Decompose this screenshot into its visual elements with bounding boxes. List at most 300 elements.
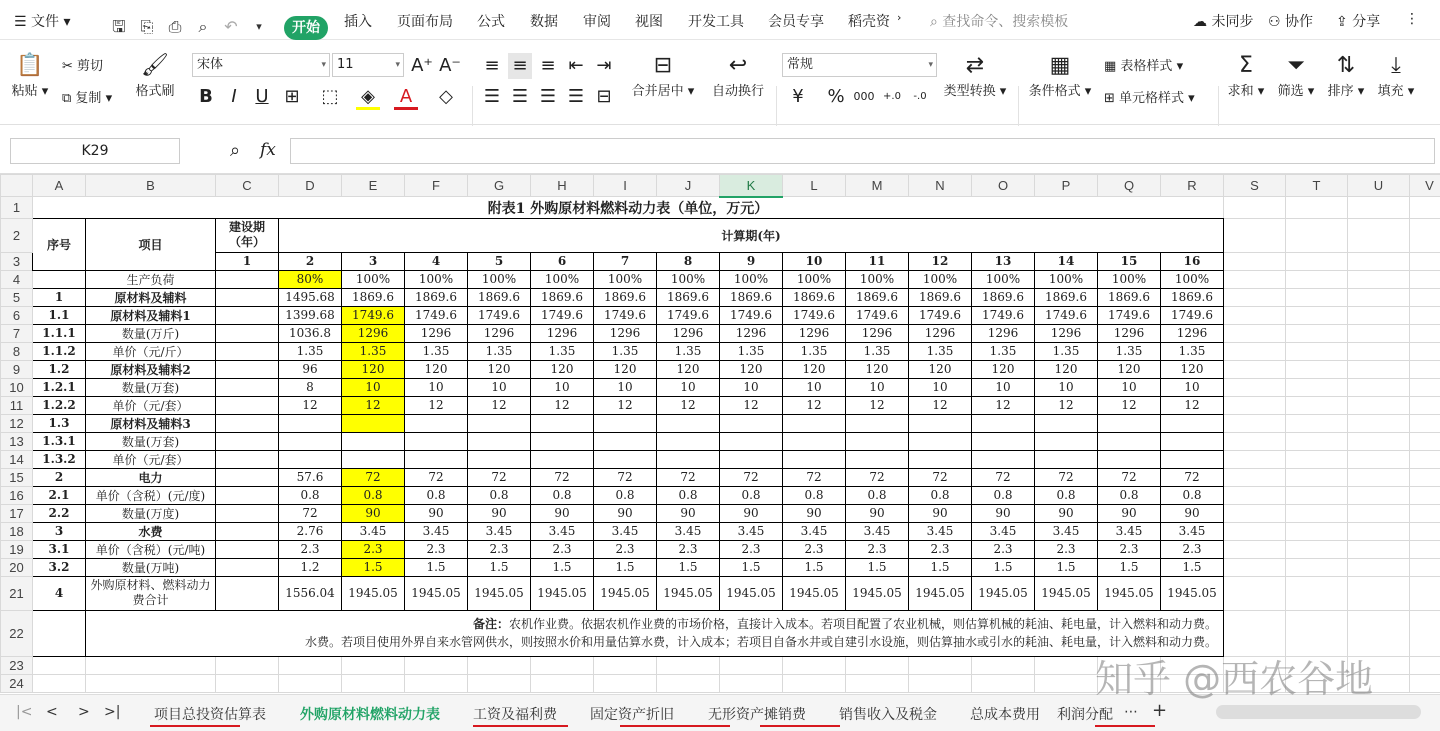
decrease-decimal-icon[interactable]: -.0 — [913, 91, 927, 102]
year-cell[interactable]: 4 — [405, 252, 468, 270]
value-cell[interactable]: 90 — [657, 504, 720, 522]
align-top-icon[interactable]: ≡ — [484, 55, 500, 76]
thousands-icon[interactable]: 000 — [853, 90, 875, 103]
value-cell[interactable]: 100% — [531, 270, 594, 288]
value-cell[interactable]: 12 — [720, 396, 783, 414]
cell[interactable] — [1035, 656, 1098, 674]
value-cell[interactable]: 90 — [1035, 504, 1098, 522]
sheet-tab[interactable]: 工资及福利费 — [473, 707, 557, 723]
value-cell[interactable]: 10 — [405, 378, 468, 396]
value-cell[interactable]: 1.5 — [468, 558, 531, 576]
cell[interactable] — [720, 674, 783, 692]
seq-cell[interactable] — [33, 270, 86, 288]
row-header[interactable]: 11 — [1, 396, 33, 414]
cell[interactable] — [86, 674, 216, 692]
value-cell[interactable] — [468, 414, 531, 432]
value-cell[interactable]: 72 — [720, 468, 783, 486]
header-calc-period[interactable]: 计算期(年) — [279, 218, 1224, 252]
value-cell[interactable]: 1945.05 — [972, 576, 1035, 610]
print-preview-icon[interactable]: ⌕ — [198, 17, 208, 36]
tab-data[interactable]: 数据 — [530, 14, 558, 30]
value-cell[interactable]: 90 — [531, 504, 594, 522]
cell[interactable] — [1286, 324, 1348, 342]
build-cell[interactable] — [216, 522, 279, 540]
cell-style-button[interactable]: ⊞ 单元格样式 ▾ — [1104, 91, 1195, 106]
cell[interactable] — [1410, 378, 1440, 396]
fill-style-icon[interactable]: ⬚ — [321, 86, 339, 107]
value-cell[interactable] — [657, 432, 720, 450]
value-cell[interactable]: 120 — [909, 360, 972, 378]
save-icon[interactable]: 🖫 — [112, 17, 126, 36]
cell[interactable] — [1348, 522, 1410, 540]
cell[interactable] — [405, 674, 468, 692]
cell[interactable] — [1286, 342, 1348, 360]
font-size-select[interactable]: 11 ▾ — [332, 53, 404, 77]
column-header[interactable]: A — [33, 175, 86, 197]
column-header[interactable]: S — [1224, 175, 1286, 197]
cell[interactable] — [909, 656, 972, 674]
row-header[interactable]: 23 — [1, 656, 33, 674]
cell[interactable] — [342, 674, 405, 692]
cell[interactable] — [1410, 522, 1440, 540]
value-cell[interactable]: 0.8 — [405, 486, 468, 504]
cell[interactable] — [1224, 504, 1286, 522]
value-cell[interactable]: 10 — [846, 378, 909, 396]
value-cell[interactable] — [1098, 414, 1161, 432]
cell[interactable] — [1224, 270, 1286, 288]
value-cell[interactable]: 72 — [1035, 468, 1098, 486]
value-cell[interactable]: 1749.6 — [846, 306, 909, 324]
row-header[interactable]: 17 — [1, 504, 33, 522]
value-cell[interactable]: 100% — [468, 270, 531, 288]
cell[interactable] — [1348, 324, 1410, 342]
file-menu[interactable]: ☰ 文件 ▾ — [14, 14, 71, 30]
build-cell[interactable] — [216, 432, 279, 450]
build-cell[interactable] — [216, 324, 279, 342]
value-cell[interactable]: 1296 — [1161, 324, 1224, 342]
cell[interactable] — [1348, 252, 1410, 270]
cell[interactable] — [783, 674, 846, 692]
row-header[interactable]: 12 — [1, 414, 33, 432]
seq-cell[interactable]: 1 — [33, 288, 86, 306]
sort-button[interactable]: ⇅ 排序 ▾ — [1327, 53, 1365, 99]
item-cell[interactable]: 原材料及辅料 — [86, 288, 216, 306]
row-header[interactable]: 4 — [1, 270, 33, 288]
value-cell[interactable]: 1.35 — [783, 342, 846, 360]
tab-page-layout[interactable]: 页面布局 — [397, 14, 453, 30]
cell[interactable] — [216, 674, 279, 692]
value-cell[interactable]: 120 — [531, 360, 594, 378]
sum-button[interactable]: Σ 求和 ▾ — [1227, 53, 1265, 99]
value-cell[interactable]: 1296 — [1035, 324, 1098, 342]
item-cell[interactable]: 数量(万套) — [86, 432, 216, 450]
sheet-tab[interactable]: 销售收入及税金 — [839, 707, 937, 723]
tab-start[interactable]: 开始 — [284, 16, 328, 40]
cell[interactable] — [1348, 396, 1410, 414]
value-cell[interactable]: 10 — [657, 378, 720, 396]
value-cell[interactable]: 100% — [909, 270, 972, 288]
row-header[interactable]: 7 — [1, 324, 33, 342]
column-header[interactable]: B — [86, 175, 216, 197]
column-header[interactable]: G — [468, 175, 531, 197]
build-cell[interactable] — [216, 288, 279, 306]
cell[interactable] — [405, 656, 468, 674]
cell[interactable] — [1410, 558, 1440, 576]
column-header[interactable]: R — [1161, 175, 1224, 197]
seq-cell[interactable]: 1.3.2 — [33, 450, 86, 468]
value-cell[interactable]: 0.8 — [1035, 486, 1098, 504]
row-header[interactable]: 5 — [1, 288, 33, 306]
cell[interactable] — [1348, 432, 1410, 450]
value-cell[interactable]: 72 — [468, 468, 531, 486]
cell[interactable] — [1286, 540, 1348, 558]
row-header[interactable]: 20 — [1, 558, 33, 576]
cell[interactable] — [1348, 414, 1410, 432]
cell[interactable] — [1286, 504, 1348, 522]
row-header[interactable]: 15 — [1, 468, 33, 486]
sheet-tab[interactable]: 无形资产摊销费 — [708, 707, 806, 723]
value-cell[interactable]: 2.3 — [720, 540, 783, 558]
value-cell[interactable]: 80% — [279, 270, 342, 288]
cell[interactable] — [1348, 540, 1410, 558]
paste-button[interactable]: 📋 粘贴 ▾ — [11, 53, 49, 99]
cell[interactable] — [531, 674, 594, 692]
value-cell[interactable]: 0.8 — [720, 486, 783, 504]
year-cell[interactable]: 11 — [846, 252, 909, 270]
value-cell[interactable]: 2.3 — [846, 540, 909, 558]
value-cell[interactable] — [342, 414, 405, 432]
value-cell[interactable]: 10 — [1035, 378, 1098, 396]
cell[interactable] — [1224, 486, 1286, 504]
conditional-format-button[interactable]: ▦ 条件格式 ▾ — [1028, 53, 1092, 99]
year-cell[interactable]: 14 — [1035, 252, 1098, 270]
item-cell[interactable]: 原材料及辅料1 — [86, 306, 216, 324]
value-cell[interactable]: 2.3 — [972, 540, 1035, 558]
value-cell[interactable]: 1869.6 — [531, 288, 594, 306]
cell[interactable] — [279, 674, 342, 692]
cell[interactable] — [972, 674, 1035, 692]
value-cell[interactable]: 0.8 — [279, 486, 342, 504]
cell[interactable] — [1410, 486, 1440, 504]
year-cell[interactable]: 16 — [1161, 252, 1224, 270]
item-cell[interactable]: 单价（元/套） — [86, 396, 216, 414]
cell[interactable] — [1410, 540, 1440, 558]
cell[interactable] — [1224, 288, 1286, 306]
value-cell[interactable]: 3.45 — [657, 522, 720, 540]
cell[interactable] — [1224, 432, 1286, 450]
row-header[interactable]: 9 — [1, 360, 33, 378]
value-cell[interactable] — [909, 432, 972, 450]
value-cell[interactable]: 1.35 — [1161, 342, 1224, 360]
seq-cell[interactable]: 1.3 — [33, 414, 86, 432]
last-sheet-icon[interactable]: >| — [104, 704, 121, 720]
value-cell[interactable]: 100% — [1098, 270, 1161, 288]
build-cell[interactable] — [216, 342, 279, 360]
value-cell[interactable]: 72 — [531, 468, 594, 486]
currency-icon[interactable]: ¥ — [792, 86, 804, 107]
value-cell[interactable]: 90 — [909, 504, 972, 522]
column-header[interactable]: P — [1035, 175, 1098, 197]
wrap-text-button[interactable]: ↩ 自动换行 — [708, 52, 768, 99]
cell[interactable] — [468, 656, 531, 674]
build-cell[interactable] — [216, 558, 279, 576]
value-cell[interactable]: 1.5 — [846, 558, 909, 576]
value-cell[interactable]: 1.35 — [720, 342, 783, 360]
cell[interactable] — [1348, 468, 1410, 486]
value-cell[interactable]: 1.5 — [531, 558, 594, 576]
value-cell[interactable]: 2.3 — [1035, 540, 1098, 558]
cell[interactable] — [1410, 270, 1440, 288]
value-cell[interactable]: 0.8 — [1098, 486, 1161, 504]
row-header[interactable]: 18 — [1, 522, 33, 540]
value-cell[interactable]: 1749.6 — [405, 306, 468, 324]
horizontal-scrollbar[interactable] — [1216, 705, 1421, 719]
increase-decimal-icon[interactable]: +.0 — [883, 91, 901, 102]
seq-cell[interactable]: 3 — [33, 522, 86, 540]
value-cell[interactable]: 2.3 — [594, 540, 657, 558]
value-cell[interactable]: 120 — [783, 360, 846, 378]
item-cell[interactable]: 数量(万度) — [86, 504, 216, 522]
cell[interactable] — [657, 674, 720, 692]
value-cell[interactable] — [531, 414, 594, 432]
font-name-select[interactable]: 宋体 ▾ — [192, 53, 330, 77]
value-cell[interactable]: 1945.05 — [846, 576, 909, 610]
tab-docer[interactable]: 稻壳资 — [848, 14, 890, 30]
sync-status[interactable]: ☁ 未同步 — [1193, 14, 1254, 30]
row-header[interactable]: 24 — [1, 674, 33, 692]
value-cell[interactable]: 12 — [783, 396, 846, 414]
value-cell[interactable]: 1.35 — [972, 342, 1035, 360]
value-cell[interactable] — [342, 450, 405, 468]
header-item[interactable]: 项目 — [86, 218, 216, 270]
value-cell[interactable]: 72 — [846, 468, 909, 486]
value-cell[interactable]: 120 — [972, 360, 1035, 378]
build-cell[interactable] — [216, 504, 279, 522]
value-cell[interactable]: 1296 — [468, 324, 531, 342]
year-cell[interactable]: 9 — [720, 252, 783, 270]
value-cell[interactable]: 1296 — [909, 324, 972, 342]
select-all-corner[interactable] — [1, 175, 33, 197]
value-cell[interactable]: 10 — [1098, 378, 1161, 396]
value-cell[interactable] — [594, 414, 657, 432]
value-cell[interactable]: 1945.05 — [531, 576, 594, 610]
cell[interactable] — [1286, 306, 1348, 324]
column-header[interactable]: D — [279, 175, 342, 197]
value-cell[interactable]: 1.35 — [342, 342, 405, 360]
year-cell[interactable]: 7 — [594, 252, 657, 270]
tab-formula[interactable]: 公式 — [477, 14, 505, 30]
value-cell[interactable]: 2.3 — [279, 540, 342, 558]
value-cell[interactable]: 1.5 — [594, 558, 657, 576]
value-cell[interactable] — [405, 432, 468, 450]
value-cell[interactable]: 1.35 — [468, 342, 531, 360]
value-cell[interactable]: 120 — [1098, 360, 1161, 378]
value-cell[interactable] — [783, 450, 846, 468]
value-cell[interactable]: 1.35 — [909, 342, 972, 360]
value-cell[interactable]: 2.3 — [342, 540, 405, 558]
seq-cell[interactable]: 1.1 — [33, 306, 86, 324]
value-cell[interactable] — [279, 432, 342, 450]
value-cell[interactable]: 1945.05 — [1161, 576, 1224, 610]
add-sheet-icon[interactable]: + — [1152, 700, 1168, 721]
cell[interactable] — [1348, 576, 1410, 610]
value-cell[interactable]: 120 — [342, 360, 405, 378]
cell[interactable] — [1348, 306, 1410, 324]
cell[interactable] — [1410, 324, 1440, 342]
value-cell[interactable]: 90 — [783, 504, 846, 522]
value-cell[interactable]: 1945.05 — [783, 576, 846, 610]
cell[interactable] — [1286, 270, 1348, 288]
value-cell[interactable]: 1749.6 — [594, 306, 657, 324]
justify-icon[interactable]: ☰ — [567, 86, 585, 107]
cell[interactable] — [1410, 656, 1440, 674]
value-cell[interactable]: 10 — [1161, 378, 1224, 396]
header-build-period[interactable]: 建设期（年） — [216, 218, 279, 252]
fill-color-icon[interactable]: ◈ — [356, 84, 380, 110]
value-cell[interactable]: 1749.6 — [657, 306, 720, 324]
row-header[interactable]: 3 — [1, 252, 33, 270]
cell[interactable] — [1286, 450, 1348, 468]
build-cell[interactable] — [216, 378, 279, 396]
value-cell[interactable]: 0.8 — [342, 486, 405, 504]
value-cell[interactable]: 1.35 — [405, 342, 468, 360]
cell[interactable] — [1224, 468, 1286, 486]
value-cell[interactable]: 3.45 — [468, 522, 531, 540]
value-cell[interactable] — [1035, 432, 1098, 450]
value-cell[interactable]: 90 — [1098, 504, 1161, 522]
seq-cell[interactable]: 2 — [33, 468, 86, 486]
value-cell[interactable]: 1945.05 — [720, 576, 783, 610]
cell[interactable] — [972, 656, 1035, 674]
value-cell[interactable]: 1.35 — [531, 342, 594, 360]
value-cell[interactable]: 3.45 — [972, 522, 1035, 540]
value-cell[interactable]: 1.35 — [1098, 342, 1161, 360]
cell[interactable] — [1035, 674, 1098, 692]
value-cell[interactable]: 0.8 — [846, 486, 909, 504]
more-sheets-icon[interactable]: ⋯ — [1124, 704, 1138, 720]
build-cell[interactable] — [216, 396, 279, 414]
distribute-icon[interactable]: ⊟ — [596, 86, 612, 107]
value-cell[interactable]: 1.5 — [657, 558, 720, 576]
value-cell[interactable]: 12 — [846, 396, 909, 414]
value-cell[interactable]: 120 — [405, 360, 468, 378]
first-sheet-icon[interactable]: |< — [16, 704, 33, 720]
year-cell[interactable]: 10 — [783, 252, 846, 270]
value-cell[interactable]: 12 — [342, 396, 405, 414]
cell[interactable] — [1224, 197, 1286, 219]
value-cell[interactable]: 120 — [657, 360, 720, 378]
tab-developer[interactable]: 开发工具 — [688, 14, 744, 30]
value-cell[interactable]: 1296 — [846, 324, 909, 342]
value-cell[interactable]: 1296 — [342, 324, 405, 342]
column-header[interactable]: J — [657, 175, 720, 197]
value-cell[interactable]: 1296 — [405, 324, 468, 342]
value-cell[interactable]: 3.45 — [909, 522, 972, 540]
value-cell[interactable]: 1869.6 — [342, 288, 405, 306]
row-header[interactable]: 19 — [1, 540, 33, 558]
value-cell[interactable]: 1945.05 — [594, 576, 657, 610]
value-cell[interactable] — [468, 432, 531, 450]
value-cell[interactable]: 100% — [846, 270, 909, 288]
note-cell[interactable] — [86, 610, 1224, 656]
cell[interactable] — [1348, 218, 1410, 252]
sheet-tab[interactable]: 固定资产折旧 — [590, 707, 674, 723]
column-header[interactable]: L — [783, 175, 846, 197]
cell[interactable] — [1224, 252, 1286, 270]
cell[interactable] — [1286, 378, 1348, 396]
value-cell[interactable]: 1296 — [720, 324, 783, 342]
cell[interactable] — [1286, 432, 1348, 450]
item-cell[interactable]: 水费 — [86, 522, 216, 540]
value-cell[interactable]: 1.5 — [909, 558, 972, 576]
value-cell[interactable]: 120 — [594, 360, 657, 378]
year-cell[interactable]: 8 — [657, 252, 720, 270]
value-cell[interactable]: 1869.6 — [657, 288, 720, 306]
column-header[interactable]: C — [216, 175, 279, 197]
build-cell[interactable] — [216, 306, 279, 324]
year-cell[interactable]: 15 — [1098, 252, 1161, 270]
cell[interactable] — [1286, 414, 1348, 432]
value-cell[interactable]: 72 — [279, 504, 342, 522]
cell[interactable] — [1224, 360, 1286, 378]
value-cell[interactable]: 100% — [342, 270, 405, 288]
value-cell[interactable] — [531, 432, 594, 450]
cell[interactable] — [1286, 218, 1348, 252]
value-cell[interactable]: 3.45 — [846, 522, 909, 540]
cell[interactable] — [1348, 360, 1410, 378]
seq-cell[interactable]: 3.2 — [33, 558, 86, 576]
value-cell[interactable]: 1.35 — [594, 342, 657, 360]
value-cell[interactable]: 90 — [720, 504, 783, 522]
value-cell[interactable]: 120 — [1035, 360, 1098, 378]
align-middle-icon[interactable]: ≡ — [508, 53, 532, 79]
cell[interactable] — [1286, 468, 1348, 486]
value-cell[interactable]: 90 — [405, 504, 468, 522]
value-cell[interactable]: 1869.6 — [468, 288, 531, 306]
item-cell[interactable]: 原材料及辅料2 — [86, 360, 216, 378]
value-cell[interactable] — [909, 450, 972, 468]
value-cell[interactable]: 1296 — [531, 324, 594, 342]
cell[interactable] — [1286, 252, 1348, 270]
value-cell[interactable] — [1161, 450, 1224, 468]
value-cell[interactable]: 1945.05 — [909, 576, 972, 610]
value-cell[interactable]: 72 — [342, 468, 405, 486]
build-cell[interactable] — [216, 270, 279, 288]
value-cell[interactable]: 0.8 — [531, 486, 594, 504]
value-cell[interactable]: 2.76 — [279, 522, 342, 540]
build-cell[interactable] — [216, 486, 279, 504]
next-sheet-icon[interactable]: > — [78, 704, 90, 720]
underline-icon[interactable]: U — [255, 86, 269, 107]
seq-cell[interactable]: 1.2 — [33, 360, 86, 378]
value-cell[interactable]: 2.3 — [909, 540, 972, 558]
value-cell[interactable] — [657, 414, 720, 432]
seq-cell[interactable]: 1.2.1 — [33, 378, 86, 396]
value-cell[interactable]: 96 — [279, 360, 342, 378]
year-cell[interactable]: 2 — [279, 252, 342, 270]
value-cell[interactable]: 72 — [909, 468, 972, 486]
row-header[interactable]: 2 — [1, 218, 33, 252]
search-command[interactable]: ⌕ 查找命令、搜索模板 — [930, 14, 1069, 30]
item-cell[interactable]: 单价（含税）(元/吨) — [86, 540, 216, 558]
value-cell[interactable]: 1296 — [972, 324, 1035, 342]
value-cell[interactable]: 100% — [1035, 270, 1098, 288]
cell[interactable] — [1286, 360, 1348, 378]
value-cell[interactable]: 72 — [594, 468, 657, 486]
value-cell[interactable]: 1945.05 — [1035, 576, 1098, 610]
value-cell[interactable]: 0.8 — [909, 486, 972, 504]
value-cell[interactable]: 1.5 — [972, 558, 1035, 576]
